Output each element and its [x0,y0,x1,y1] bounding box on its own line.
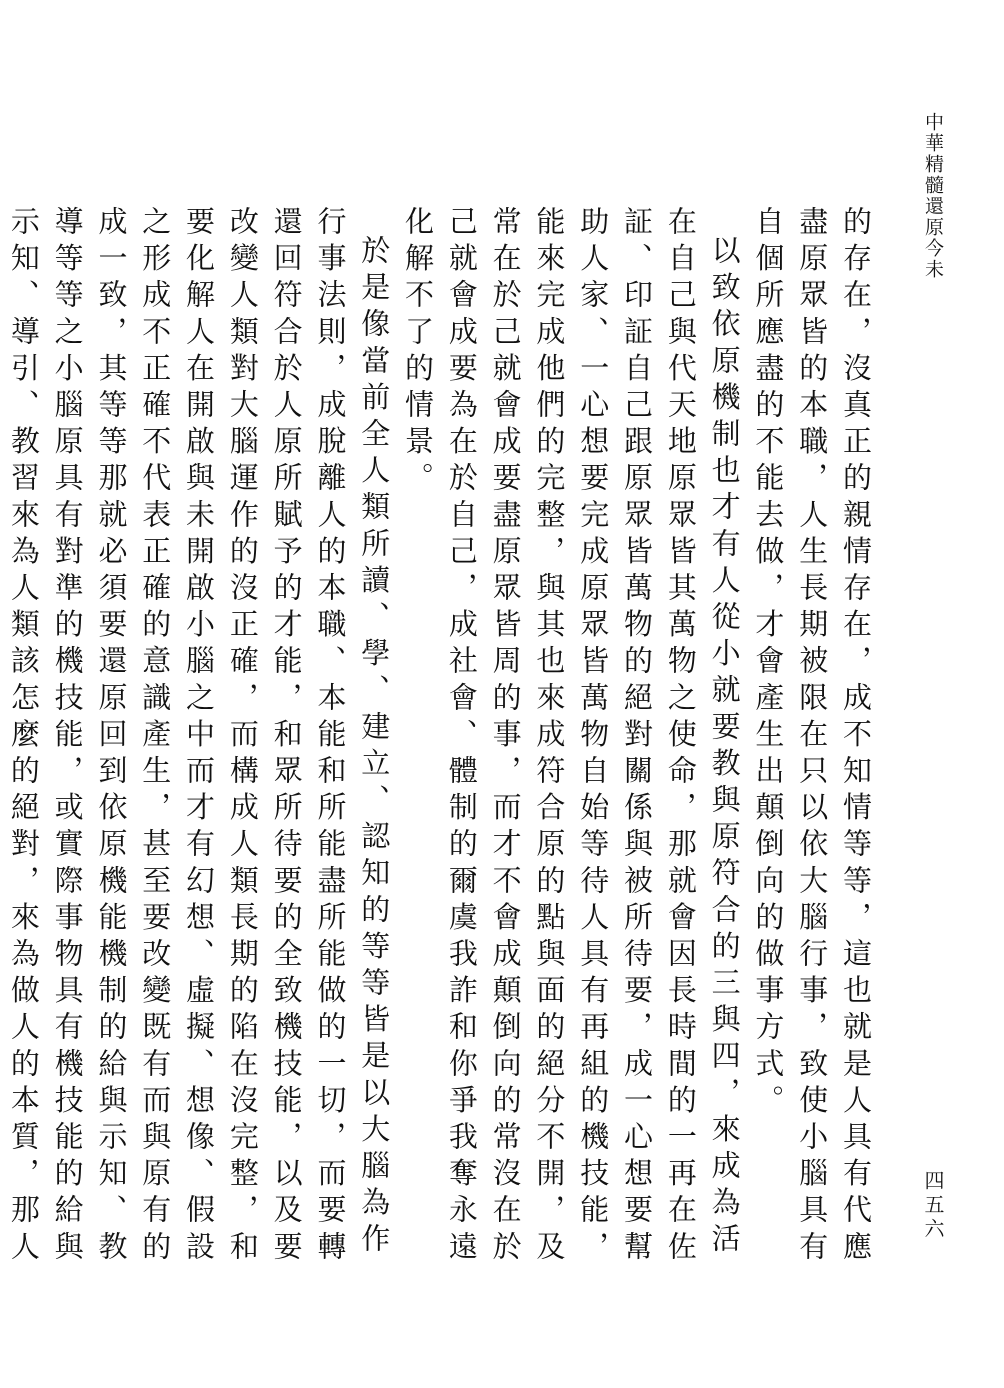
page-number: 四五六 [921,1170,945,1242]
running-head: 中華精髓還原今未 [922,112,944,280]
body-text [0,206,877,1286]
paragraph-2: 以致依原機制也才有人從小就要教與原符合的三與四，來成為活在自己與代天地原眾皆其萬物之使命，那就會因長時間的一再在佐証、印証自己跟原眾皆萬物的絕對關係與被所待要，成一心想要幫助人家、一心想要完成原眾皆萬物自始等待人具有再組的機技能，能來完成他們的完整，與其也來成符合原的點與面的絕分不開，及常在於己就會成要盡原眾皆周的事，而才不會成顛倒向的常沒在於己就會成要為在於自己，成社會、體制的爾虞我詐和你爭我奪永遠化解不了的情景。 [401,206,742,1268]
paragraph-1: 的存在，沒真正的親情存在，成不知情等等，這也就是人具有代應盡原眾皆的本職，人生長期被限在只以依大腦行事，致使小腦具有自個所應盡的不能去做，才會產生出顛倒向的做事方式。 [751,206,873,1268]
paragraph-3: 於是像當前全人類所讀、學、建立、認知的等等皆是以大腦為作行事法則，成脫離人的本職、本能和所能盡所能做的一切，而要轉還回符合於人原所賦予的才能，和眾所待要的全致機技能，以及要改變人類對大腦運作的沒正確，而構成人類長期的陷在沒完整，和要化解人在開啟與未開啟小腦之中而才有幻想、虛擬、想像、假設之形成不正確不代表正確的意識產生，甚至要改變既有而與原有的成一致，其等等那就必須要還原回到依原機能機制的給與示知、教導等等之小腦原具有對準的機技能，或實際事物具有機技能的給與示知、導引、教習來為人類該怎麼的絕對，來為做人的本質，那人 [6,206,392,1268]
